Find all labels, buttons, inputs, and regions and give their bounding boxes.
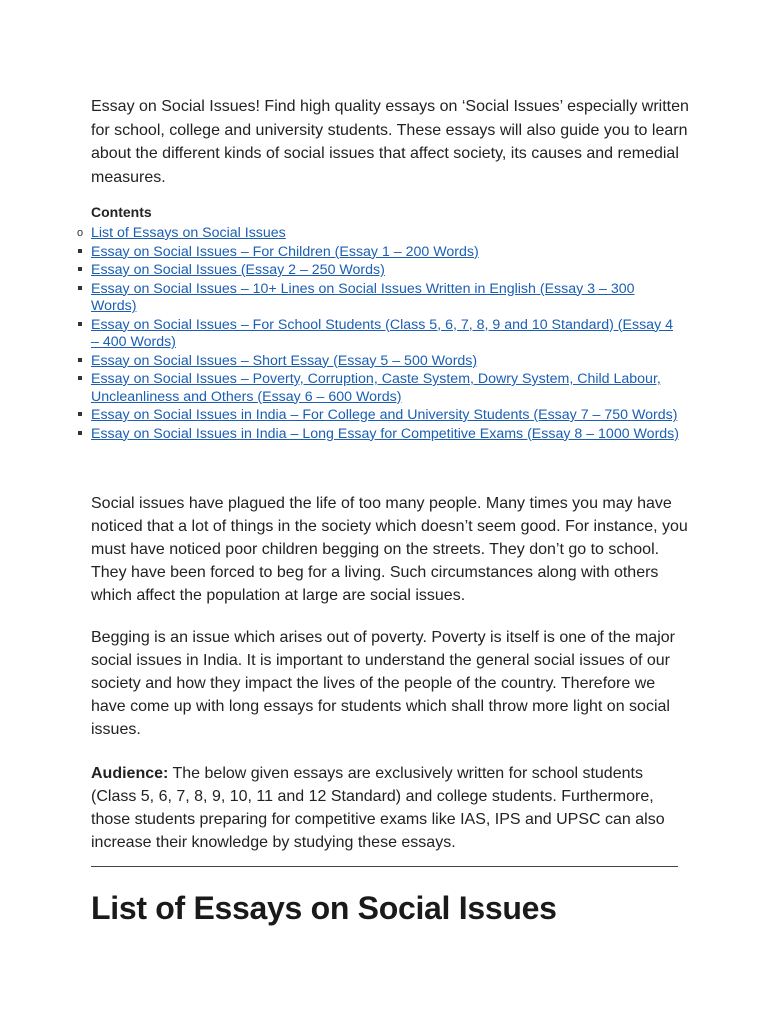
square-bullet-icon (75, 244, 85, 262)
body-paragraph-begging: Begging is an issue which arises out of poverty. Poverty is itself is one of the major social issues in India. It is important to understand the general social issues of our society and how they impact the lives of the people of the country. Therefore we have come up with long essays for students which shall throw more light on social issues. (91, 629, 675, 738)
intro-paragraph: Essay on Social Issues! Find high quality essays on ‘Social Issues’ especially written for school, college and university students. These essays will also guide you to learn about the different kinds of social issues that affect society, its causes and remedial measures. (91, 98, 689, 186)
toc-link-essay-1[interactable]: Essay on Social Issues – For Children (Essay 1 – 200 Words) (91, 243, 479, 260)
square-bullet-icon (75, 262, 85, 280)
toc-link-essay-7[interactable]: Essay on Social Issues in India – For College and University Students (Essay 7 – 750 Words) (91, 407, 678, 423)
toc-item (91, 244, 681, 262)
audience-label: Audience: (91, 765, 169, 782)
body-paragraph-audience (91, 762, 691, 854)
square-bullet-icon (75, 353, 85, 371)
toc-item (91, 353, 681, 371)
toc-link-list-of-essays[interactable]: List of Essays on Social Issues (91, 225, 286, 241)
toc-item (91, 407, 681, 425)
toc-link-essay-8[interactable]: Essay on Social Issues in India – Long Essay for Competitive Exams (Essay 8 – 1000 Words) (91, 425, 680, 442)
square-bullet-icon (75, 281, 85, 299)
square-bullet-icon (75, 407, 85, 425)
audience-text: The below given essays are exclusively written for school students (Class 5, 6, 7, 8, 9, 10, 11 and 12 Standard) and college students. Furthermore, those students preparing for competitive exams like IAS, IPS and UPSC can also increase their knowledge by studying these essays. (91, 765, 665, 851)
body-paragraph-social-issues: Social issues have plagued the life of too many people. Many times you may have noticed that a lot of things in the society which doesn’t seem good. For instance, you must have noticed poor children begging on the streets. They don’t go to school. They have been forced to beg for a living. Such circumstances along with others which affect the population at large are social issues. (91, 495, 688, 604)
toc-link-essay-2[interactable]: Essay on Social Issues (Essay 2 – 250 Words) (91, 262, 385, 278)
section-title: List of Essays on Social Issues (91, 890, 557, 926)
circle-bullet-icon: o (76, 227, 84, 239)
toc-link-essay-4[interactable]: Essay on Social Issues – For School Students (Class 5, 6, 7, 8, 9 and 10 Standard) (Essay 4 – 400 Words) (91, 316, 673, 350)
toc-link-essay-5[interactable]: Essay on Social Issues – Short Essay (Essay 5 – 500 Words) (91, 352, 478, 369)
square-bullet-icon (75, 371, 85, 389)
contents-heading: Contents (91, 204, 152, 220)
toc-item (76, 225, 681, 243)
toc-item (91, 317, 681, 352)
table-of-contents (76, 225, 681, 444)
square-bullet-icon (75, 426, 85, 444)
toc-item (91, 371, 681, 406)
section-divider (91, 866, 678, 867)
square-bullet-icon (75, 317, 85, 335)
toc-link-essay-3[interactable]: Essay on Social Issues – 10+ Lines on Social Issues Written in English (Essay 3 – 300 Words) (91, 280, 635, 314)
toc-link-essay-6[interactable]: Essay on Social Issues – Poverty, Corruption, Caste System, Dowry System, Child Labour, Uncleanliness and Others (Essay 6 – 600 Words) (91, 371, 661, 405)
toc-item (91, 262, 681, 280)
toc-item (91, 426, 681, 444)
toc-item (91, 281, 681, 316)
